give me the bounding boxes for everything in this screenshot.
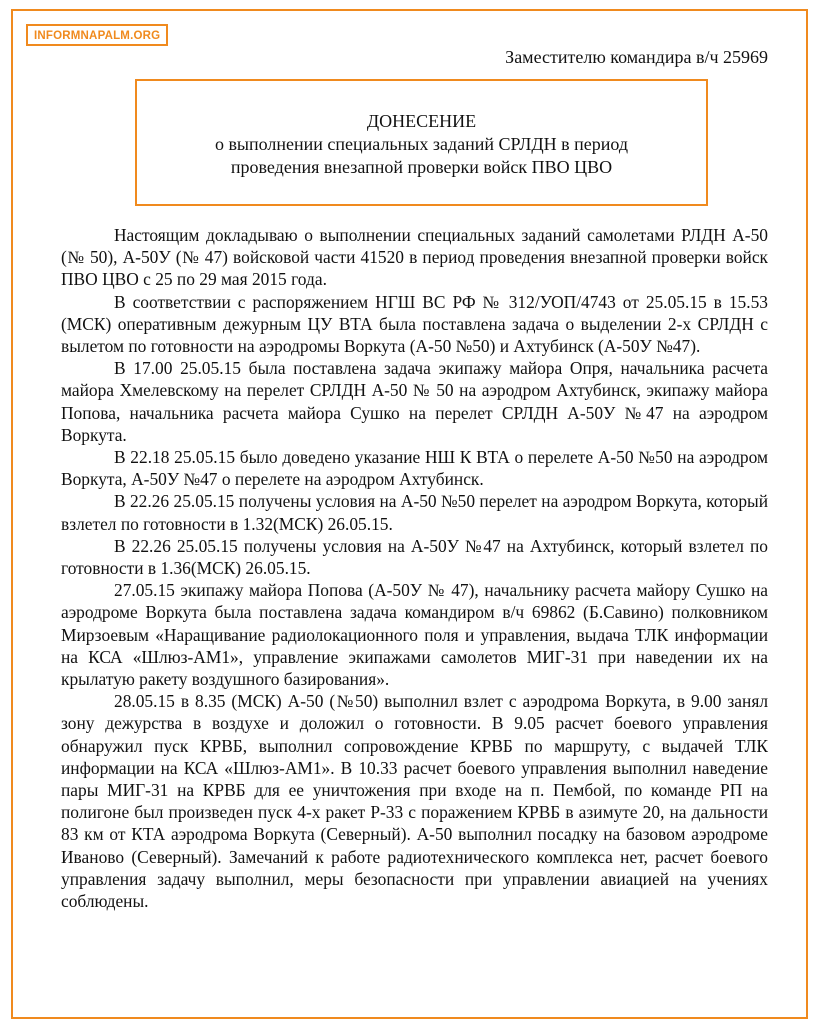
paragraph: В 17.00 25.05.15 была поставлена задача экипажу майора Опря, начальника расчета майора Хмелевскому на перелет СРЛДН А-50 № 50 на аэродром Ахтубинск, экипажу майора Попова, начальника расчета майора Сушко на перелет СРЛДН А-50У №47 на аэродром Воркута. [61,358,768,445]
paragraph: В 22.26 25.05.15 получены условия на А-50У №47 на Ахтубинск, который взлетел по готовности в 1.36(МСК) 26.05.15. [61,535,768,579]
paragraph: В 22.26 25.05.15 получены условия на А-50 №50 перелет на аэродром Воркута, который взлетел по готовности в 1.32(МСК) 26.05.15. [61,491,768,534]
paragraph: 28.05.15 в 8.35 (МСК) А-50 (№50) выполнил взлет с аэродрома Воркута, в 9.00 занял зону дежурства в воздухе и доложил о готовности. В 9.05 расчет боевого управления обнаружил пуск КРВБ, выполнил сопровождение КРВБ по маршруту, с выдачей ТЛК информации на КСА «Шлюз-АМ1». В 10.33 расчет боевого управления выполнил наведение пары МИГ-31 на КРВБ для ее уничтожения при входе на п. Пембой, по команде РП на полигоне был произведен пуск 4-х ракет Р-33 с поражением КРВБ в азимуте 20, на дальности 83 км от КТА аэродрома Воркута (Северный). А-50 выполнил посадку на базовом аэродроме Иваново (Северный). Замечаний к работе радиотехнического комплекса нет, расчет боевого управления задачу выполнил, меры безопасности при управлении авиацией на учениях соблюдены. [61,691,768,912]
watermark-logo: INFORMNAPALM.ORG [26,24,168,46]
document-subtitle-line-2: проведения внезапной проверки войск ПВО ЦВО [230,157,613,177]
document-body [61,224,768,912]
document-subtitle-line-1: о выполнении специальных заданий СРЛДН в период [214,134,629,154]
paragraph: В соответствии с распоряжением НГШ ВС РФ № 312/УОП/4743 от 25.05.15 в 15.53 (МСК) оперативным дежурным ЦУ ВТА была поставлена задача о выделении 2-х СРЛДН с вылетом по готовности на аэродромы Воркута (А-50 №50) и Ахтубинск (А-50У №47). [61,291,768,357]
paragraph: 27.05.15 экипажу майора Попова (А-50У № 47), начальнику расчета майору Сушко на аэродроме Воркута была поставлена задача командиром в/ч 69862 (Б.Савино) полковником Мирзоевым «Наращивание радиолокационного поля и управления, выдача ТЛК информации на КСА «Шлюз-АМ1», управление экипажами самолетов МИГ-31 при наведении их на крылатую ракету воздушного базирования». [61,580,768,690]
document-title: ДОНЕСЕНИЕ [366,111,477,131]
paragraph: Настоящим докладываю о выполнении специальных заданий самолетами РЛДН А-50 (№ 50), А-50У (№ 47) войсковой части 41520 в период проведения внезапной проверки войск ПВО ЦВО с 25 по 29 мая 2015 года. [61,225,768,290]
title-box [135,79,708,206]
paragraph: В 22.18 25.05.15 было доведено указание НШ К ВТА о перелете А-50 №50 на аэродром Воркута, А-50У №47 о перелете на аэродром Ахтубинск. [61,447,768,490]
addressee: Заместителю командира в/ч 25969 [505,47,768,67]
